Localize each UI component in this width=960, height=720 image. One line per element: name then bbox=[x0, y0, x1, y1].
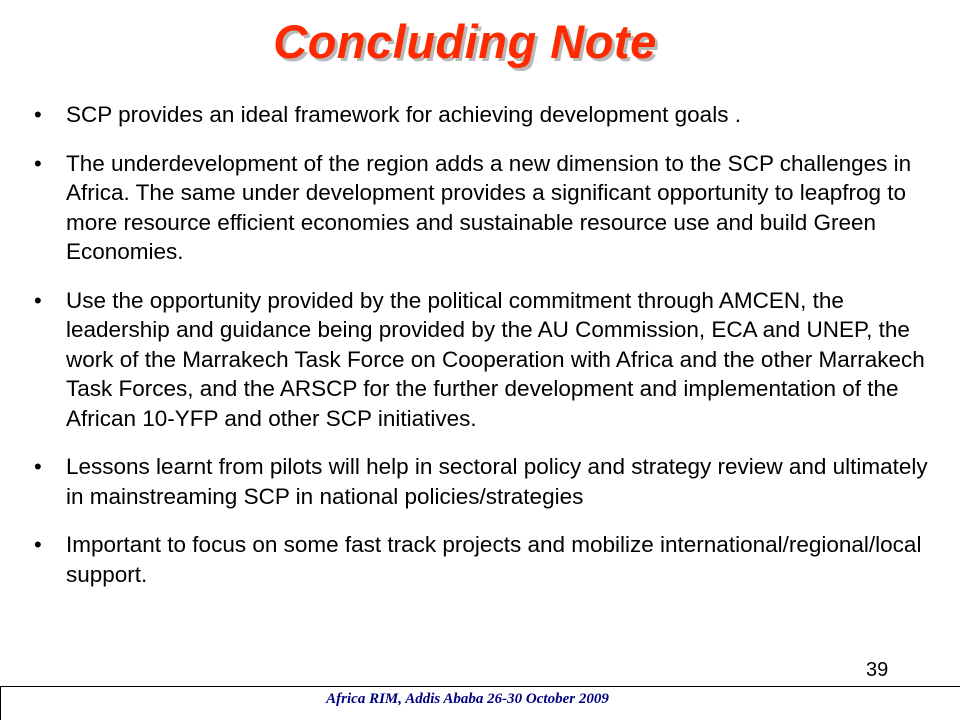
bullet-item bbox=[0, 452, 960, 511]
page-number: 39 bbox=[866, 659, 889, 681]
bullet-text: SCP provides an ideal framework for achieving development goals . bbox=[66, 102, 741, 127]
bullet-dot-icon: • bbox=[34, 532, 42, 557]
bullet-text: Use the opportunity provided by the political commitment through AMCEN, the leadership and guidance being provided by the AU Commission, ECA and UNEP, the work of the Marrakech Task Force on Cooperation with Africa and the other Marrakech Task Forces, and the ARSCP for the further development and implementation of the African 10-YFP and other SCP initiatives. bbox=[66, 287, 925, 431]
bullet-text: Important to focus on some fast track projects and mobilize international/regional/local support. bbox=[66, 532, 922, 587]
bullet-dot-icon: • bbox=[34, 454, 42, 479]
bullet-text: The underdevelopment of the region adds a new dimension to the SCP challenges in Africa. The same under development provides a significant opportunity to leapfrog to more resource efficient economies and sustainable resource use and build Green Economies. bbox=[66, 150, 912, 264]
bullet-list bbox=[0, 100, 960, 589]
bullet-text: Lessons learnt from pilots will help in sectoral policy and strategy review and ultimately in mainstreaming SCP in national policies/strategies bbox=[66, 454, 928, 509]
bullet-item bbox=[0, 100, 960, 130]
bullet-item bbox=[0, 530, 960, 589]
bullet-item bbox=[0, 286, 960, 434]
bullet-dot-icon: • bbox=[34, 102, 42, 127]
bullet-item bbox=[0, 149, 960, 267]
bullet-dot-icon: • bbox=[34, 287, 42, 313]
slide-title: Concluding Note bbox=[273, 15, 657, 68]
bullet-dot-icon: • bbox=[34, 150, 42, 176]
footer-text: Africa RIM, Addis Ababa 26-30 October 2009 bbox=[326, 691, 609, 707]
footer-divider bbox=[0, 686, 960, 687]
